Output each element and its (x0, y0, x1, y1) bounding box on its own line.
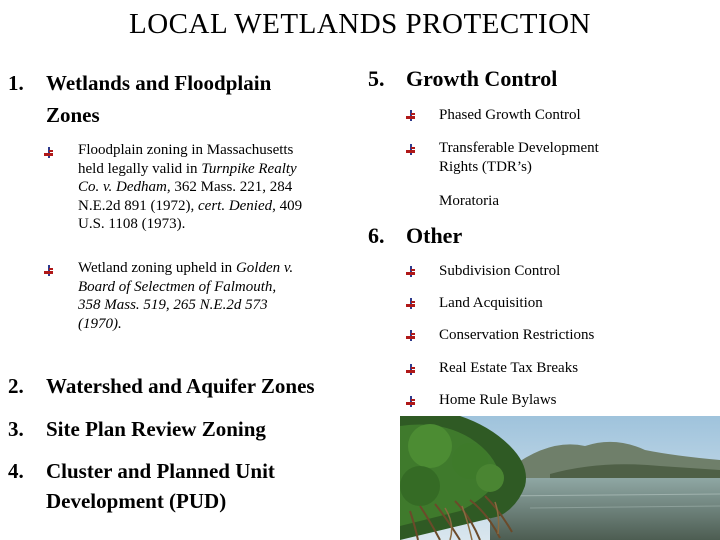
item-title: Other (406, 223, 463, 248)
text-line: Co. v. Dedham, 362 Mass. 221, 284 (78, 179, 293, 195)
bullet-icon (406, 330, 420, 342)
bullet-land-acquisition: Land Acquisition (439, 295, 543, 311)
bullet-icon (44, 147, 58, 159)
item-number: 2. (8, 374, 24, 398)
bullet-moratoria: Moratoria (439, 193, 499, 209)
bullet-floodplain-zoning (78, 141, 378, 234)
text-line: held legally valid in Turnpike Realty (78, 160, 297, 177)
bullet-conservation-restrictions: Conservation Restrictions (439, 327, 595, 343)
item-cluster-pud (8, 458, 368, 518)
item-number: 1. (8, 71, 24, 95)
bullet-tdr (439, 139, 599, 176)
item-title: Watershed and Aquifer Zones (46, 374, 315, 398)
item-other (368, 223, 688, 249)
bullet-icon (406, 364, 420, 376)
text-line: Wetland zoning upheld in Golden v. (78, 260, 294, 276)
bullet-icon (406, 110, 420, 122)
item-title-line1: Wetlands and Floodplain (46, 71, 272, 95)
item-title-line2: Development (PUD) (46, 489, 227, 513)
item-number: 6. (368, 223, 385, 248)
bullet-icon (406, 396, 420, 408)
bullet-subdivision-control: Subdivision Control (439, 263, 561, 279)
item-title-line2: Zones (46, 103, 100, 127)
bullet-icon (406, 144, 420, 156)
bullet-wetland-zoning (78, 259, 378, 333)
text-line: Rights (TDR’s) (439, 158, 532, 175)
bullet-phased-growth: Phased Growth Control (439, 107, 581, 123)
bullet-tax-breaks: Real Estate Tax Breaks (439, 360, 579, 376)
bullet-icon (406, 298, 420, 310)
item-number: 5. (368, 66, 385, 91)
text-line: (1970). (78, 315, 122, 332)
bullet-home-rule-bylaws: Home Rule Bylaws (439, 392, 557, 408)
item-title-line1: Cluster and Planned Unit (46, 459, 275, 483)
text-line: U.S. 1108 (1973). (78, 216, 186, 232)
text-line: Transferable Development (439, 140, 599, 156)
page-title: LOCAL WETLANDS PROTECTION (129, 8, 591, 40)
text-line: Floodplain zoning in Massachusetts (78, 142, 294, 158)
mangrove-wetland-photo (400, 416, 720, 540)
item-title: Growth Control (406, 66, 558, 91)
item-watershed-aquifer (8, 373, 368, 399)
text-line: 358 Mass. 519, 265 N.E.2d 573 (78, 297, 268, 313)
bullet-icon (44, 265, 58, 277)
text-line: N.E.2d 891 (1972), cert. Denied, 409 (78, 197, 303, 214)
item-growth-control (368, 66, 688, 92)
item-site-plan-review (8, 416, 368, 442)
bullet-icon (406, 266, 420, 278)
item-wetlands-floodplain (8, 70, 348, 127)
item-number: 3. (8, 417, 24, 441)
item-title: Site Plan Review Zoning (46, 417, 266, 441)
item-number: 4. (8, 459, 24, 483)
text-line: Board of Selectmen of Falmouth, (78, 278, 277, 295)
